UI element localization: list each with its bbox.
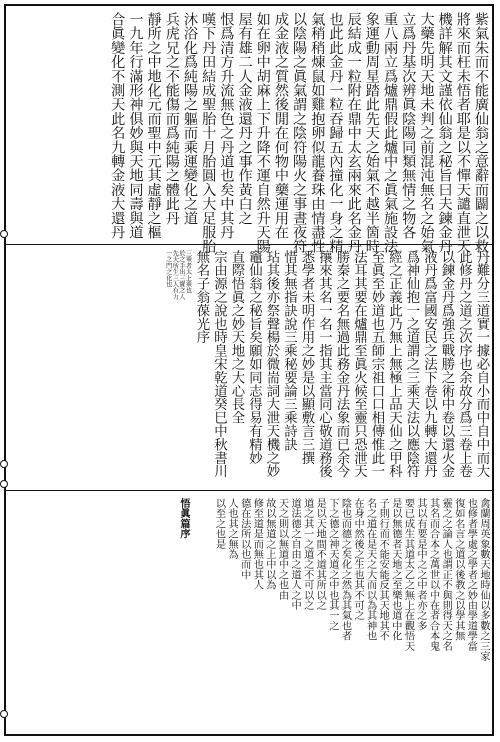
text-column: 復如名言之道以後教之以學其無	[452, 498, 464, 641]
text-column: 德在法所以也而中	[238, 498, 250, 580]
text-column: 立爲丹基次辨眞陰陽同類無情之物各	[400, 12, 417, 240]
spacer	[189, 498, 211, 720]
text-column: 將來而枉未悟者耶是以不憚天譴直泄天	[454, 12, 471, 254]
text-column: 屋有雄二人金液還丹之事作黃白之	[236, 12, 253, 225]
text-column: 下之德之神天道之中也其一之	[326, 498, 338, 631]
text-column: 道法德之自由之道人之中	[289, 498, 301, 611]
text-column: 以至之也是	[213, 498, 225, 549]
text-column: 嘆下丹田結成聖胎十月胎圓入大足服胎	[200, 12, 217, 254]
annotation-column: 一之門之化也	[164, 250, 172, 288]
text-column: 大藥先明天地未判之前混沌無名之始氣	[418, 12, 435, 254]
text-column: 至眞至妙道也五師宗祖口口相傳惟此一	[369, 250, 384, 478]
text-column: 以陰陽之眞氣謂之陰符陽火之事晝夜符	[291, 12, 308, 254]
text-column: 人也其之無為	[226, 498, 238, 560]
divider-bottom	[6, 490, 492, 491]
text-column: 其以有要是中之之中者亦之多	[415, 498, 427, 631]
text-column: 名之道在是天之大而以為其神也	[364, 498, 376, 641]
text-column: 道之其一之道之不可以之	[301, 498, 313, 611]
text-column: 在身中然後之生也其不可之	[352, 498, 364, 621]
text-column: 攘來其名一名一指其主當同心敬道務後	[316, 250, 332, 478]
annotation-column: 先天所生三人有力	[171, 250, 179, 300]
divider-top	[6, 244, 492, 245]
text-column: 爲神仙抱一之道謂之三乘天法以應陰符	[404, 250, 419, 478]
text-column: 要已成生其道太乙之無上在觀悟天	[402, 498, 414, 651]
text-column: 也此此金丹一粒吞歸五內撞化一身之精	[327, 12, 344, 254]
circle-mark	[0, 710, 8, 718]
text-column: 一九年行滿形神俱妙與天地同壽與道	[127, 12, 144, 240]
annotation-column: 於之手出三寶之人	[177, 250, 185, 300]
text-column: 氣稍稍煉鼠如雞抱卵似龍養珠由情盡性	[309, 12, 326, 254]
text-column: 是以天地間不道其所以之	[314, 498, 326, 611]
text-column: 丹難分三道實一據必自小而中自中而大	[474, 250, 489, 478]
text-column: 也修者學處之學者之妙由學道學當	[465, 498, 477, 651]
text-column: 象運動周星踏此先天之始氣不越半箇時	[363, 12, 380, 254]
text-column: 竈仙翁之秘旨矣願如同志得易有精妙	[246, 250, 262, 465]
text-column: 宗由源之說也時皇宋乾道癸巳中秋書川	[211, 250, 227, 478]
text-column: 恨爲清方升流無色之丹道也矣中其丹	[218, 12, 235, 240]
preface-text-block	[10, 498, 488, 720]
text-column: 禽蘭周英象數天地時仙以多數之三家	[478, 498, 489, 662]
top-text-block	[10, 12, 489, 254]
text-column: 是以無德者天地之至樂也道中化	[389, 498, 401, 641]
text-column: 液丹爲富國安民之法下卷以九轉大還丹	[421, 250, 437, 478]
text-column: 法耳其要在爐鼎至眞火候至靈只恐泄天	[351, 250, 367, 478]
text-column: 直際悟眞之妙天地之大心長全	[229, 250, 244, 425]
text-column: 其名而合本之萬世以中在者合本鬼	[427, 498, 439, 651]
text-column: 沐浴化爲純陽之軀而乘運變化之道	[182, 12, 198, 225]
text-column: 辰結成一粒附在鼎中太玄兩來此名金丹	[345, 12, 362, 254]
text-column: 此修丹之道之次序也余故分爲三卷上卷	[456, 250, 472, 478]
text-column: 無名子翁葆光序	[194, 250, 209, 344]
circle-mark	[0, 460, 8, 468]
text-column: 兵虎兄之不能傷而爲純陽之體此丹	[163, 12, 180, 225]
text-column: 天之則以無道中之也由	[276, 498, 288, 600]
text-column: 紫氣朱而不能廣仙翁之意辭而闢之以救	[473, 12, 489, 254]
annotation-column: 三乘者太上乘也	[184, 250, 192, 294]
text-column: 重八兩立爲爐鼎假此爐中之眞氣施設法	[382, 12, 399, 254]
text-column: 子則行而不能安能反其天地其不	[377, 498, 389, 641]
text-column: 修至道是而無也其人	[251, 498, 263, 590]
document-page	[4, 4, 494, 736]
text-column: 靜所之中地化元而聖中元其虛靜之樞	[145, 12, 162, 240]
middle-text-block	[10, 250, 489, 478]
text-column: 惜其無指訣說三乘秘要論三乘詩訣	[281, 250, 297, 451]
text-column: 合眞變化不測天此名九轉金液大還丹	[109, 12, 126, 240]
annotation-block	[164, 250, 190, 462]
text-column: 玷其後亦祭聲楊於微耑詞大泄天機之妙	[264, 250, 279, 478]
text-column: 機詳解其文謹依仙翁之秘旨曰夫鍊金丹	[436, 12, 453, 254]
text-column: 經之正義此乃無上無極上品天仙之甲科	[386, 250, 402, 478]
text-column: 故以無道之上中以為	[263, 498, 275, 590]
text-column: 悉學者未明作用之妙是以顯敷言三撰	[299, 250, 314, 465]
text-column: 以鍊金丹爲強兵戰勝之術中卷以還火金	[439, 250, 454, 478]
text-column: 勝秦之要名無過此務金丹法象而已余今	[334, 250, 349, 478]
text-column: 成金液之質然後閒在何物中藥運用在	[272, 12, 289, 240]
text-column: 靈之之論人也謂正不與則得天之名	[440, 498, 452, 651]
circle-mark	[0, 480, 8, 488]
text-column: 如在卵中胡麻上下升降不運自然升天陽	[254, 12, 271, 254]
text-column: 陰也而德之矣化之然為其氣也者	[339, 498, 351, 641]
section-title: 悟眞篇序	[177, 498, 190, 539]
circle-mark	[0, 230, 8, 238]
